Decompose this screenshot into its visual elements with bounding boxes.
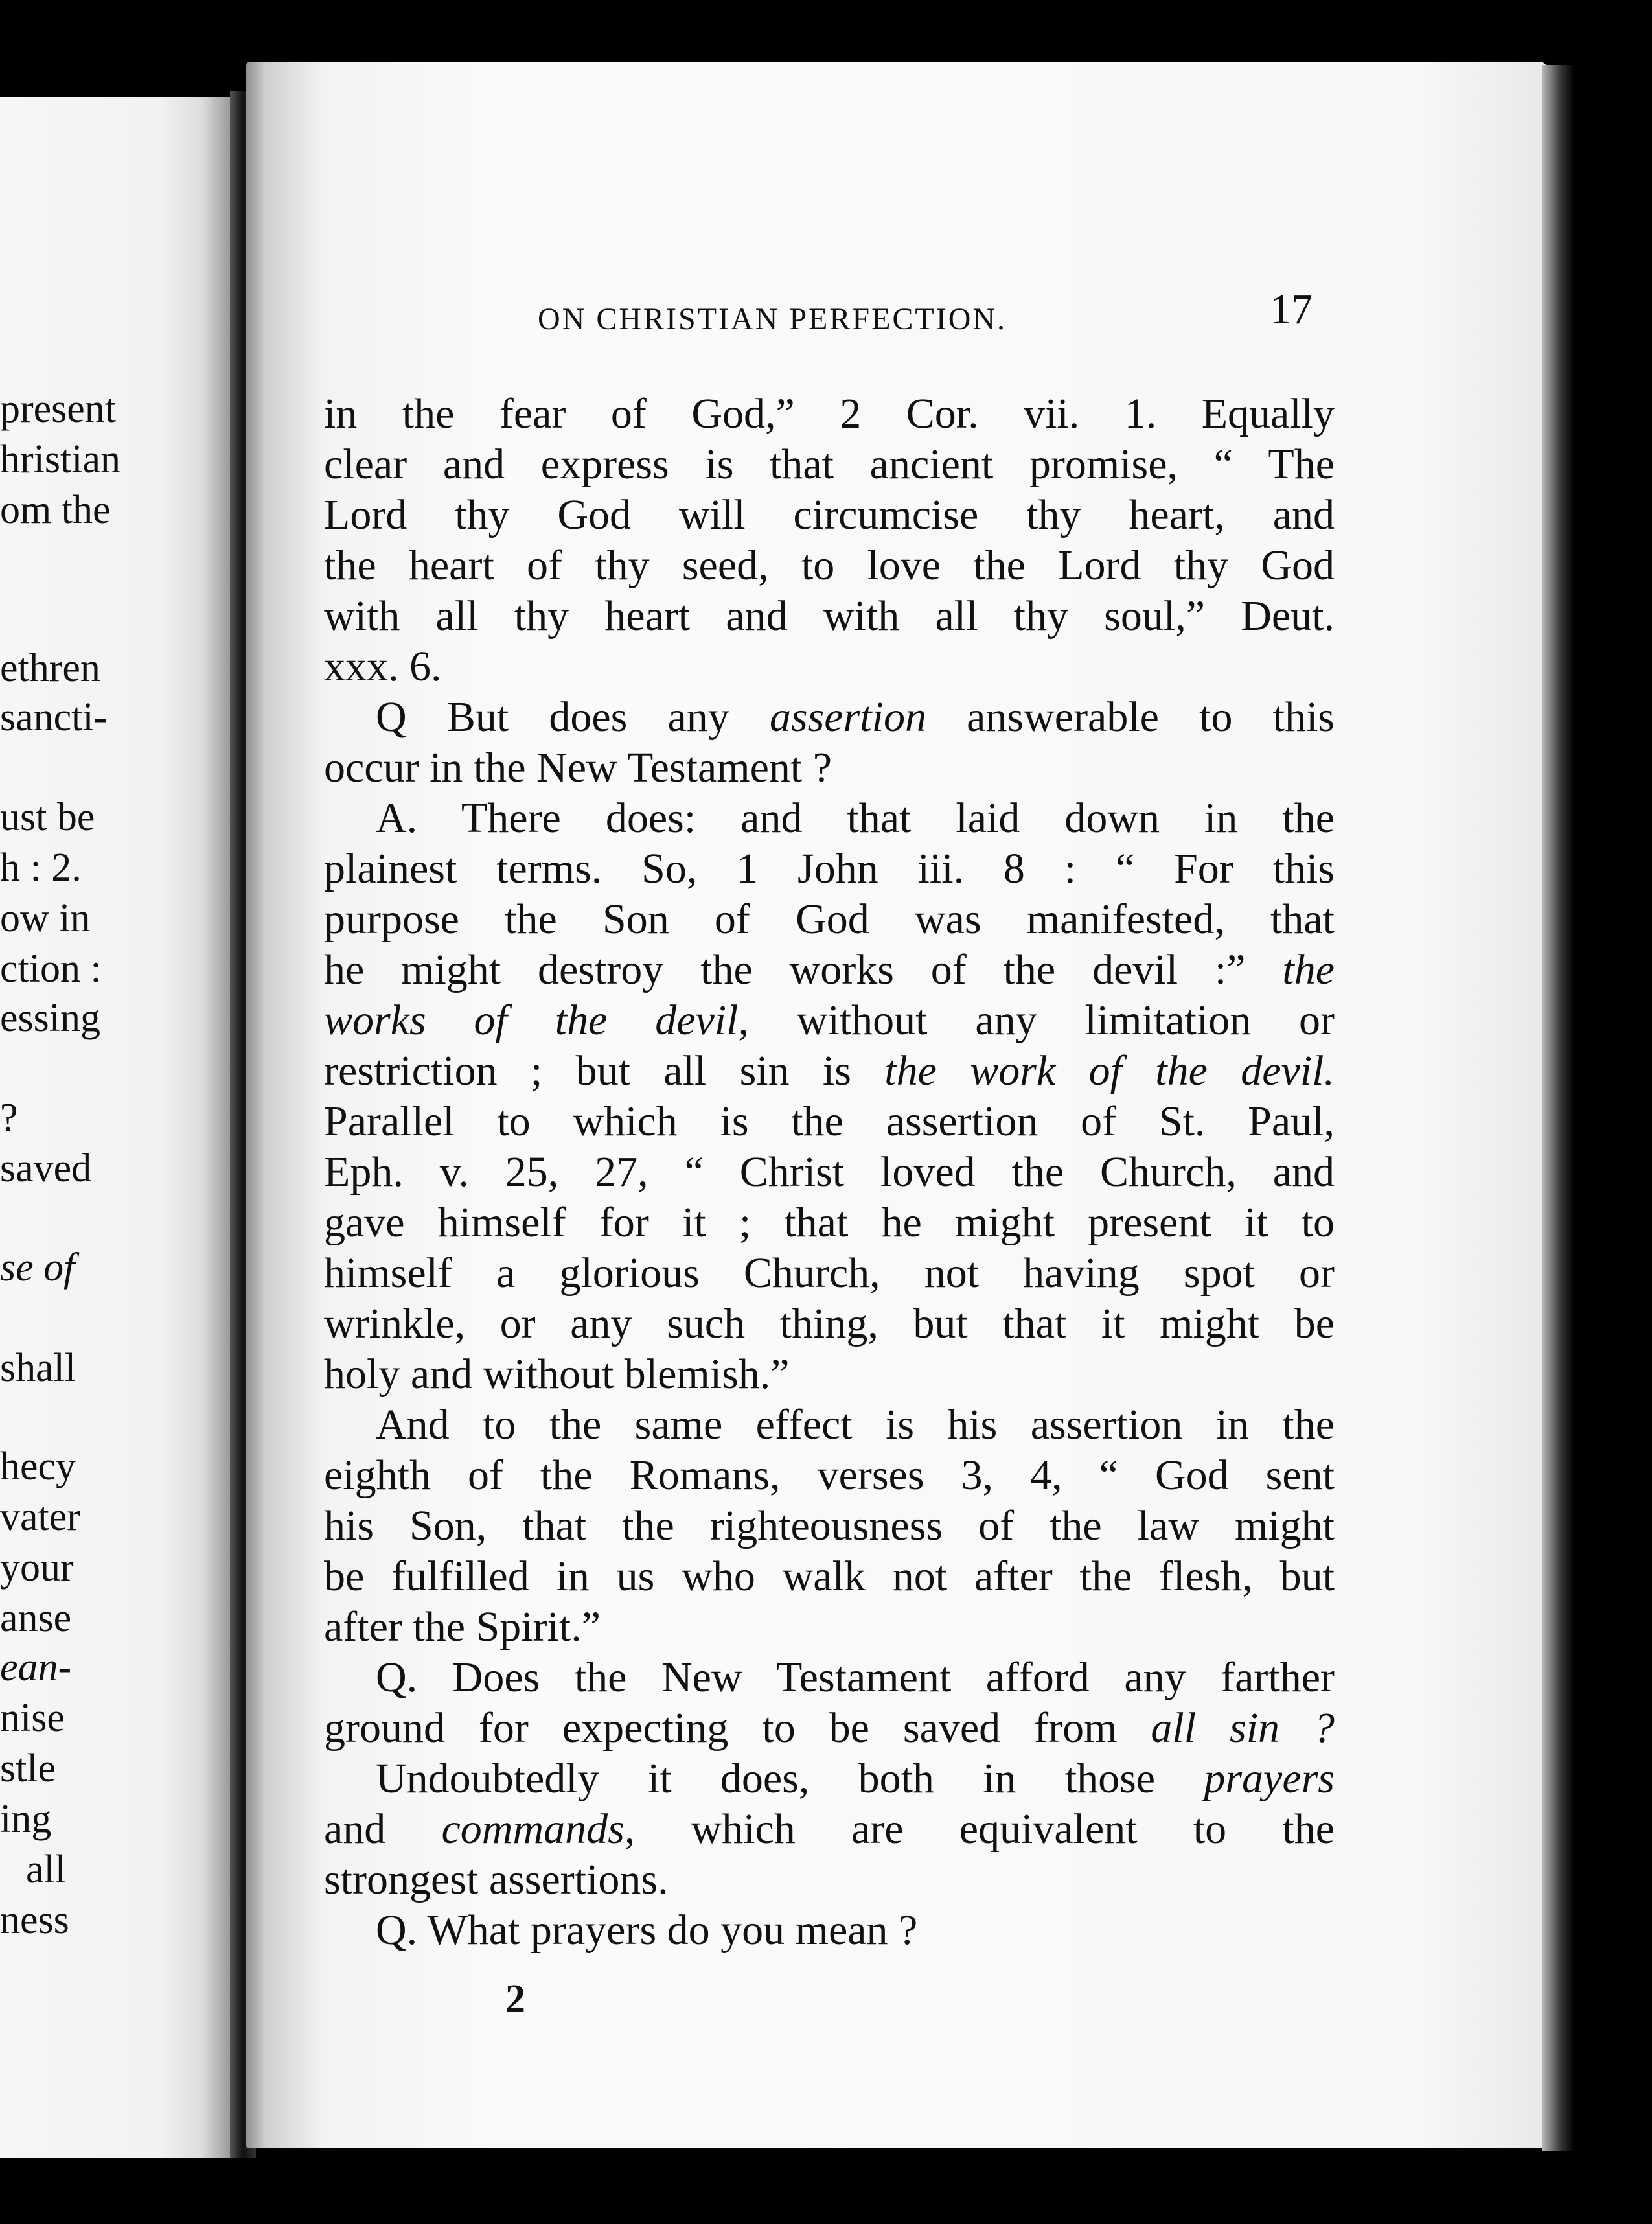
italic-segment: commands,: [441, 1805, 636, 1853]
left-page-line: all: [26, 1848, 66, 1892]
text-segment: himself a glorious Church, not having spot or: [324, 1249, 1335, 1297]
text-segment: ground for expecting to be saved from: [324, 1704, 1151, 1752]
italic-segment: the: [1282, 946, 1335, 993]
left-page-fragment: [0, 97, 230, 2158]
text-line: [324, 1096, 1335, 1147]
text-segment: restriction ; but all sin is: [324, 1047, 885, 1095]
text-line: [324, 1046, 1335, 1096]
text-segment: with all thy heart and with all thy soul,” Deut.: [324, 592, 1335, 640]
text-segment: Lord thy God will circumcise thy heart, and: [324, 491, 1335, 539]
text-line: [324, 540, 1335, 591]
text-segment: Q. Does the New Testament afford any farther: [376, 1654, 1335, 1701]
text-line: [324, 1248, 1335, 1299]
text-line: [324, 844, 1335, 894]
text-segment: in the fear of God,” 2 Cor. vii. 1. Equally: [324, 390, 1335, 437]
left-page-line: ness: [0, 1898, 69, 1942]
left-page-line: your: [0, 1546, 74, 1590]
text-segment: Q But does any: [376, 693, 770, 741]
text-line: [324, 743, 1335, 793]
italic-segment: the work of the devil.: [884, 1047, 1335, 1095]
text-segment: A. There does: and that laid down in the: [376, 794, 1335, 842]
left-page-line: ean-: [0, 1645, 72, 1689]
text-segment: the heart of thy seed, to love the Lord thy God: [324, 542, 1335, 589]
left-page-line: sancti-: [0, 695, 108, 739]
text-line: [324, 1551, 1335, 1602]
scan-border: [0, 2158, 1652, 2224]
text-segment: answerable to this: [926, 693, 1335, 741]
left-page-line: ethren: [0, 646, 100, 690]
text-segment: holy and without blemish.”: [324, 1350, 790, 1398]
text-line: [324, 642, 1335, 692]
left-page-line: saved: [0, 1146, 92, 1190]
left-page-line: hecy: [0, 1444, 76, 1488]
text-segment: wrinkle, or any such thing, but that it might be: [324, 1300, 1335, 1347]
left-page-line: hristian: [0, 437, 120, 481]
italic-segment: prayers: [1204, 1755, 1335, 1802]
text-line: [324, 1198, 1335, 1248]
text-segment: his Son, that the righteousness of the law might: [324, 1502, 1335, 1549]
text-segment: gave himself for it ; that he might present it to: [324, 1199, 1335, 1246]
left-page-line: anse: [0, 1596, 72, 1640]
text-segment: Parallel to which is the assertion of St. Paul,: [324, 1098, 1335, 1145]
left-page-line: se of: [0, 1245, 75, 1290]
text-line: [324, 1905, 1335, 1956]
italic-segment: all sin ?: [1151, 1704, 1335, 1752]
text-segment: xxx. 6.: [324, 643, 442, 690]
text-line: [324, 1855, 1335, 1905]
text-line: [324, 490, 1335, 540]
text-line: [324, 692, 1335, 743]
text-segment: be fulfilled in us who walk not after the flesh, but: [324, 1553, 1335, 1600]
text-line: [324, 1299, 1335, 1349]
text-segment: which are equivalent to the: [635, 1805, 1335, 1853]
text-line: [324, 1754, 1335, 1804]
text-segment: And to the same effect is his assertion in the: [376, 1401, 1335, 1448]
left-page-line: h : 2.: [0, 846, 82, 890]
text-segment: occur in the New Testament ?: [324, 744, 832, 791]
running-head: ON CHRISTIAN PERFECTION.: [538, 302, 1007, 336]
left-page-line: ction :: [0, 947, 102, 991]
text-segment: clear and express is that ancient promise, “ The: [324, 441, 1335, 488]
left-page-line: ow in: [0, 896, 91, 940]
left-page-line: stle: [0, 1746, 56, 1790]
text-line: [324, 1349, 1335, 1400]
text-segment: he might destroy the works of the devil :”: [324, 946, 1283, 993]
text-segment: after the Spirit.”: [324, 1603, 601, 1651]
text-line: [324, 945, 1335, 995]
text-line: [324, 591, 1335, 642]
text-segment: and: [324, 1805, 442, 1853]
left-page-line: nise: [0, 1696, 65, 1740]
text-line: [324, 1703, 1335, 1754]
text-line: [324, 894, 1335, 945]
italic-segment: works of the devil,: [324, 997, 749, 1044]
text-line: [324, 1400, 1335, 1450]
signature-mark: 2: [505, 1977, 525, 2021]
left-page-line: vater: [0, 1495, 80, 1539]
left-page-line: ?: [0, 1096, 18, 1140]
text-segment: Q. What prayers do you mean ?: [376, 1906, 918, 1954]
left-page-line: om the: [0, 488, 111, 532]
text-segment: strongest assertions.: [324, 1856, 669, 1903]
text-line: [324, 439, 1335, 490]
left-page-line: present: [0, 387, 117, 431]
text-segment: plainest terms. So, 1 John iii. 8 : “ For this: [324, 845, 1335, 892]
text-line: [324, 1147, 1335, 1198]
text-segment: without any limitation or: [748, 997, 1335, 1044]
left-page-line: ust be: [0, 795, 95, 839]
left-page-line: essing: [0, 996, 100, 1040]
text-segment: eighth of the Romans, verses 3, 4, “ God sent: [324, 1452, 1335, 1499]
text-line: [324, 389, 1335, 439]
page-edge: [1542, 65, 1574, 2151]
text-segment: Eph. v. 25, 27, “ Christ loved the Church, and: [324, 1148, 1335, 1196]
text-line: [324, 995, 1335, 1046]
text-line: [324, 1804, 1335, 1855]
text-line: [324, 1501, 1335, 1551]
left-page-line: ing: [0, 1797, 52, 1841]
text-line: [324, 793, 1335, 844]
text-line: [324, 1450, 1335, 1501]
text-segment: Undoubtedly it does, both in those: [376, 1755, 1204, 1802]
left-page-line: shall: [0, 1346, 76, 1390]
italic-segment: assertion: [769, 693, 926, 741]
text-segment: purpose the Son of God was manifested, that: [324, 896, 1335, 943]
text-line: [324, 1602, 1335, 1652]
page-number: 17: [1270, 286, 1313, 333]
text-line: [324, 1652, 1335, 1703]
body-text: [324, 389, 1335, 1956]
